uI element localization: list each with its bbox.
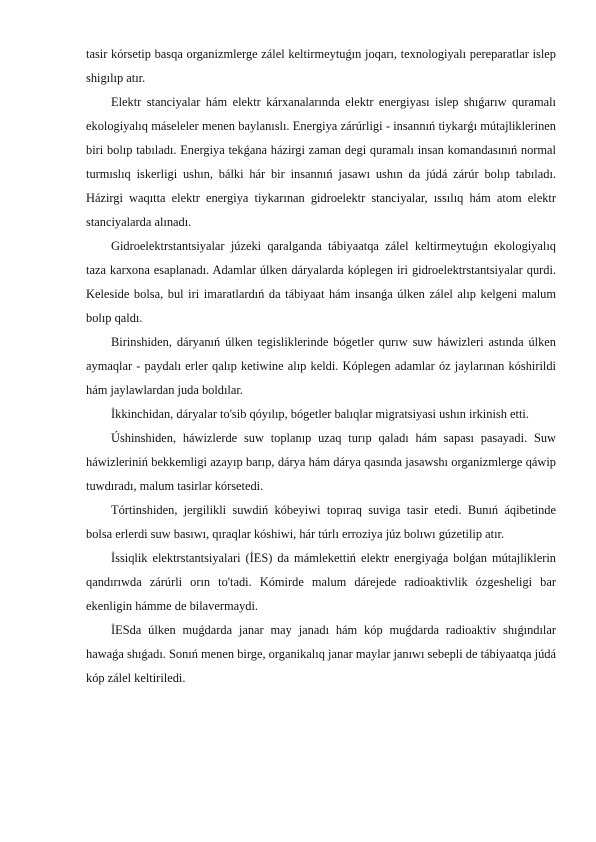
document-page xyxy=(86,42,556,690)
paragraph-2: Elektr stanciyalar hám elektr kárxanalarında elektr energiyası islep shıǵarıw quramalı ekologiyalıq máseleler menen baylanıslı. Energiya zárúrligi - insannıń tiykarǵı mútajliklerinen biri bolıp tabıladı. Energiya tekǵana házirgi zaman degi quramalı insan komandasınıń normal turmıslıq iskerligi ushın, bálki hár bir insannıń jasawı ushın da júdá zárúr bolıp tabıladı. Házirgi waqıtta elektr energiya tiykarınan gidroelektr stanciyalar, ıssılıq hám atom elektr stanciyalarda alınadı. xyxy=(86,95,556,229)
paragraph-9: İESda úlken muǵdarda janar may janadı hám kóp muǵdarda radioaktiv shıǵındılar hawaǵa shıǵadı. Sonıń menen birge, organikalıq janar maylar janıwı sebepli de tábiyaatqa júdá kóp zálel keltiriledi. xyxy=(86,623,556,685)
paragraph-6: Úshinshiden, háwizlerde suw toplanıp uzaq turıp qaladı hám sapası pasayadi. Suw háwizleriniń bekkemligi azayıp barıp, dárya hám dárya qasında jasawshı organizmlerge qáwip tuwdıradı, malum tasirlar kórsetedi. xyxy=(86,431,556,493)
paragraph-8: İssiqlik elektrstantsiyalari (İES) da mámlekettiń elektr energiyaǵa bolǵan mútajliklerin qandırıwda zárúrli orın to'tadi. Kómirde malum dárejede radioaktivlik ózgesheligi bar ekenligin hámme de bilavermaydi. xyxy=(86,551,556,613)
paragraph-3: Gidroelektrstantsiyalar júzeki qaralganda tábiyaatqa zálel keltirmeytuǵın ekologiyalıq taza karxona esaplanadı. Adamlar úlken dáryalarda kóplegen iri gidroelektrstantsiyalar qurdi. Keleside bolsa, bul iri imaratlardıń da tábiyaat hám insanǵa úlken zálel alıp kelgeni malum bolıp qaldı. xyxy=(86,239,556,325)
paragraph-5: İkkinchidan, dáryalar to'sib qóyılıp, bógetler balıqlar migratsiyasi ushın irkinish etti. xyxy=(111,407,529,421)
paragraph-1: tasir kórsetip basqa organizmlerge zálel keltirmeytuǵın joqarı, texnologiyalı pereparatlar islep shigılıp atır. xyxy=(86,47,556,85)
paragraph-7: Tórtinshiden, jergilikli suwdiń kóbeyiwi topıraq suviga tasir etedi. Bunıń áqibetinde bolsa erlerdi suw basıwı, qıraqlar kóshiwi, hár túrlı erroziya júz bolıwı gúzetilip atır. xyxy=(86,503,556,541)
paragraph-4: Birinshiden, dáryanıń úlken tegisliklerinde bógetler qurıw suw háwizleri astında úlken aymaqlar - paydalı erler qalıp ketiwine alıp keldi. Kóplegen adamlar óz jaylarınan kóshirildi hám jaylawlardan juda boldılar. xyxy=(86,335,556,397)
